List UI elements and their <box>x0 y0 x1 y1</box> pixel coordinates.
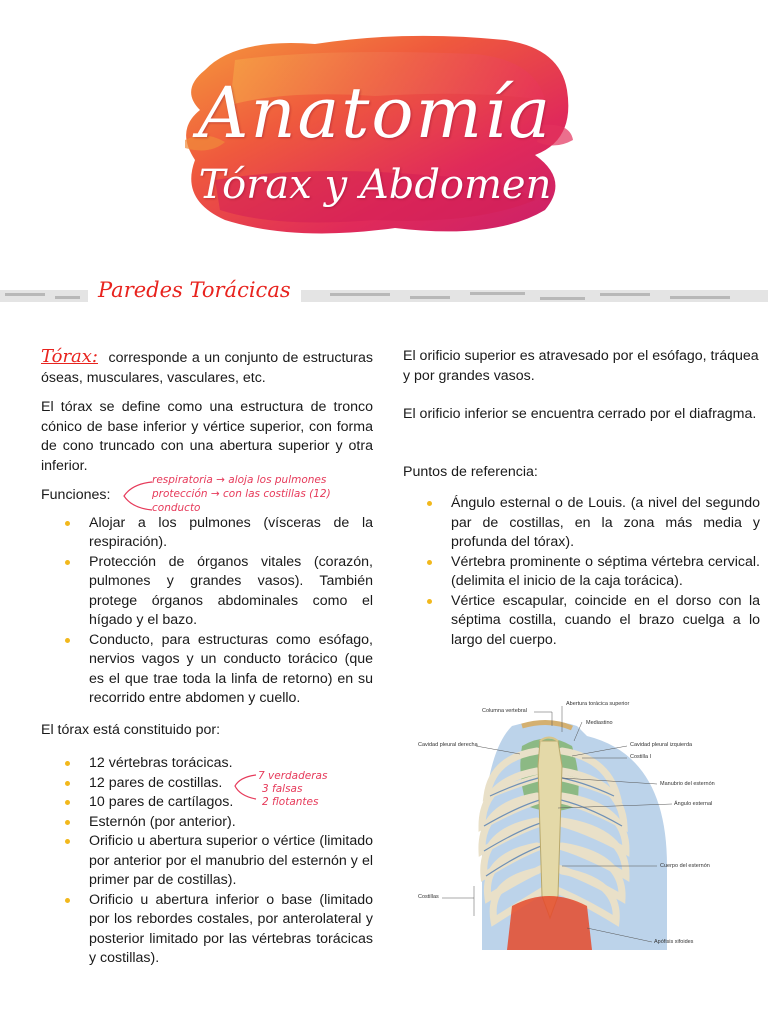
list-item: Orificio u abertura superior o vértice (limitado por anterior por el manubrio del esternón y el primer par de costillas). <box>89 832 373 891</box>
intro-text: corresponde a un conjunto de estructuras óseas, musculares, vasculares, etc. <box>41 350 373 386</box>
intro-paragraph <box>41 347 373 388</box>
section-title: Paredes Torácicas <box>88 278 301 302</box>
figure-label: Apófisis xifoides <box>654 939 694 945</box>
list-item: 10 pares de cartílagos. <box>89 793 373 813</box>
list-item: Protección de órganos vitales (corazón, pulmones y grandes vasos). También protege órganos abdominales como el hígado y el bazo. <box>89 553 373 631</box>
handwritten-note: respiratoria → aloja los pulmones <box>152 474 327 486</box>
figure-label: Columna vertebral <box>482 708 527 714</box>
figure-label: Manubrio del esternón <box>660 781 715 787</box>
list-item: 12 vértebras torácicas. <box>89 754 373 774</box>
list-item: Orificio u abertura inferior o base (limitado por los rebordes costales, por anterolateral y posterior limitado por las vértebras torácicas y costillas). <box>89 891 373 969</box>
list-item: Conducto, para estructuras como esófago, nervios vagos y un conducto torácico (que es el que trae toda la linfa de retorno) en su recorrido entre abdomen y cuello. <box>89 631 373 709</box>
definition-paragraph: El tórax se define como una estructura de tronco cónico de base inferior y vértice superior, con forma de cono truncado con una abertura superior y otra inferior. <box>41 399 373 474</box>
list-item: 12 pares de costillas. <box>89 774 373 794</box>
figure-label: Costillas <box>418 894 439 900</box>
figure-label: Abertura torácica superior <box>566 701 630 707</box>
superior-paragraph: El orificio superior es atravesado por el esófago, tráquea y por grandes vasos. <box>403 348 759 384</box>
puntos-list <box>403 494 760 650</box>
list-item: Alojar a los pulmones (vísceras de la respiración). <box>89 514 373 553</box>
list-item: Ángulo esternal o de Louis. (a nivel del segundo par de costillas, en la zona más media y profunda del tórax). <box>451 494 760 553</box>
figure-label: Mediastino <box>586 720 613 726</box>
handwritten-note: conducto <box>152 502 201 514</box>
handwritten-note: 3 falsas <box>262 783 303 795</box>
list-item: Vértice escapular, coincide en el dorso con la séptima costilla, cuando el brazo cuelga a lo largo del cuerpo. <box>451 592 760 651</box>
rib-cage-illustration <box>412 696 732 950</box>
figure-label: Cuerpo del esternón <box>660 863 710 869</box>
figure-label: Ángulo esternal <box>674 801 713 807</box>
constituido-list <box>41 754 373 969</box>
funciones-label: Funciones: <box>41 487 111 503</box>
document-title: Anatomía <box>197 72 553 154</box>
figure-label: Costilla I <box>630 754 652 760</box>
document-subtitle: Tórax y Abdomen <box>198 162 552 208</box>
torax-keyword: Tórax: <box>41 346 98 367</box>
handwritten-note: 7 verdaderas <box>258 770 328 782</box>
constituido-label: El tórax está constituido por: <box>41 721 221 738</box>
thorax-figure <box>412 696 732 950</box>
inferior-paragraph: El orificio inferior se encuentra cerrado por el diafragma. <box>403 406 757 422</box>
handwritten-note: protección → con las costillas (12) <box>152 488 331 500</box>
handwritten-note: 2 flotantes <box>262 796 319 808</box>
left-column <box>41 347 373 981</box>
figure-label: Cavidad pleural derecha <box>418 742 478 748</box>
header-banner <box>175 30 575 245</box>
right-column <box>403 347 760 662</box>
figure-label: Cavidad pleural izquierda <box>630 742 693 748</box>
list-item: Esternón (por anterior). <box>89 813 373 833</box>
puntos-label: Puntos de referencia: <box>403 463 538 480</box>
funciones-list <box>41 514 373 709</box>
list-item: Vértebra prominente o séptima vértebra cervical. (delimita el inicio de la caja torácica). <box>451 553 760 592</box>
brace-icon <box>230 772 260 802</box>
